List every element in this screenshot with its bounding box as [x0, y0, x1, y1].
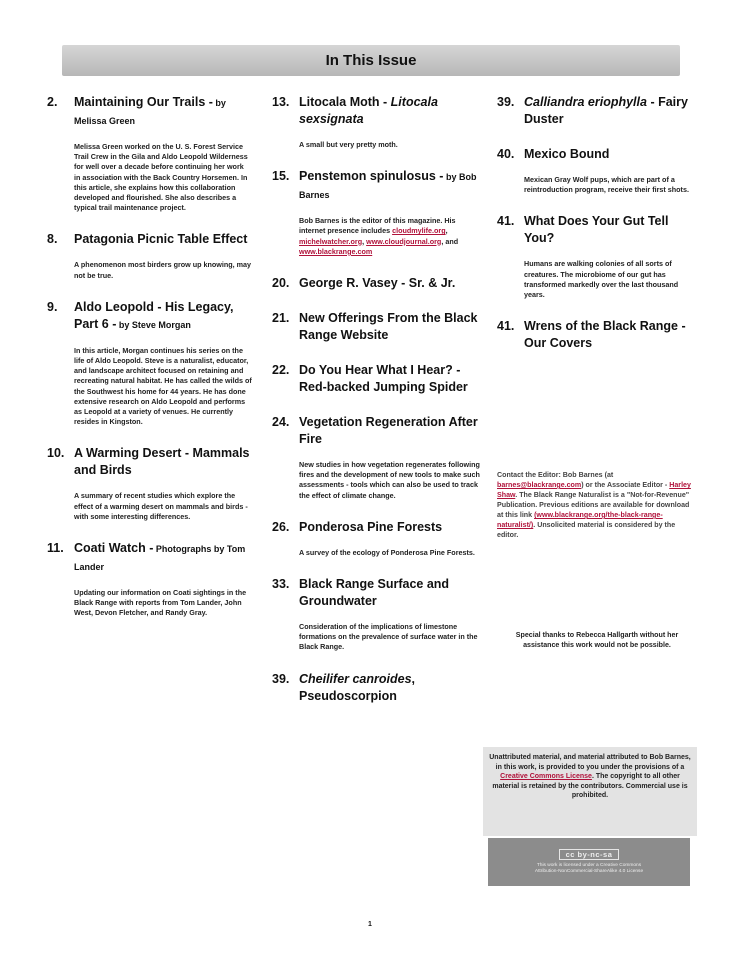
link-cloudjournal[interactable]: www.cloudjournal.org	[366, 236, 442, 246]
item-description: Mexican Gray Wolf pups, which are part of a reintroduction program, receive their first shots.	[524, 175, 689, 195]
item-number: 15.	[272, 169, 290, 184]
header-bar	[62, 45, 680, 76]
item-number: 21.	[272, 311, 290, 326]
item-title[interactable]: , Pseudoscorpion	[299, 671, 416, 703]
toc-item-15[interactable]	[272, 168, 480, 257]
item-byline: by Steve Morgan	[116, 319, 191, 330]
item-number: 11.	[47, 541, 64, 556]
notice-text: . The copyright to all other material is retained by the contributors. Commercial use is prohibited.	[492, 773, 688, 799]
item-number: 8.	[47, 232, 58, 247]
notice-text: Unattributed material, and material attributed to Bob Barnes, in this work, is provided to you under the provisions of a	[489, 754, 691, 771]
toc-item-41a[interactable]	[497, 213, 697, 300]
contact-text: . Unsolicited material is considered by the editor.	[497, 521, 676, 539]
item-number: 10.	[47, 446, 65, 461]
item-number: 22.	[272, 363, 290, 378]
page-number: 1	[368, 921, 372, 928]
item-description: A phenomenon most birders grow up knowing, may not be true.	[74, 260, 252, 280]
editor-email-link[interactable]: barnes@blackrange.com	[497, 481, 582, 489]
item-title[interactable]: Litocala Moth -	[299, 95, 391, 109]
item-description: Consideration of the implications of limestone formations on the prevalence of surface water in the Black Range.	[299, 622, 478, 652]
cc-license-text: This work is licensed under a Creative Commons	[536, 863, 642, 868]
toc-item-11[interactable]	[47, 540, 252, 619]
item-description: Updating our information on Coati sightings in the Black Range with reports from Tom Lander, John West, Devon Fletcher, and Randy Gray.	[74, 588, 247, 618]
cc-icon: cc by-nc-sa	[559, 849, 620, 860]
page-title: In This Issue	[325, 52, 417, 69]
item-description: New studies in how vegetation regenerates following fires and the development of new tools to make such assessments - tools which can also be used to track the effect of climate change.	[299, 460, 480, 500]
item-title[interactable]: Wrens of the Black Range - Our Covers	[524, 319, 686, 351]
toc-item-2[interactable]	[47, 94, 252, 213]
item-title-italic[interactable]: Litocala sexsignata	[299, 95, 438, 126]
item-description: A summary of recent studies which explore the effect of a warming desert on mammals and birds - with some interesting differences.	[74, 491, 248, 521]
cc-license-text: Attribution-NonCommercial-ShareAlike 4.0 License	[534, 869, 644, 874]
toc-item-40[interactable]	[497, 146, 697, 195]
column-left	[47, 94, 252, 637]
toc-item-21[interactable]	[272, 310, 480, 344]
item-number: 13.	[272, 95, 290, 109]
item-title[interactable]: - Fairy Duster	[524, 95, 688, 126]
item-number: 24.	[272, 415, 290, 430]
contact-info	[497, 470, 692, 540]
item-number: 40.	[497, 147, 515, 161]
item-title[interactable]: Maintaining Our Trails -	[74, 95, 213, 109]
item-description: A small but very pretty moth.	[299, 140, 398, 149]
item-number: 39.	[272, 671, 290, 686]
item-number: 20.	[272, 276, 290, 291]
toc-item-39a[interactable]	[272, 671, 480, 705]
item-description: A survey of the ecology of Ponderosa Pine Forests.	[299, 547, 475, 557]
toc-item-39b[interactable]	[497, 94, 697, 128]
item-title[interactable]: Do You Hear What I Hear? - Red-backed Jumping Spider	[299, 363, 468, 395]
toc-item-26[interactable]	[272, 519, 480, 558]
description-text: Bob Barnes is the editor of this magazine. His internet presence includes	[299, 216, 456, 236]
item-title[interactable]: Ponderosa Pine Forests	[299, 519, 443, 534]
associate-editor-link[interactable]: Harley Shaw	[497, 481, 691, 499]
item-description: Humans are walking colonies of all sorts of creatures. The microbiome of our gut has transformed markedly over the last thousand years.	[524, 259, 679, 300]
toc-item-24[interactable]	[272, 414, 480, 501]
item-number: 26.	[272, 519, 290, 534]
toc-item-41b[interactable]	[497, 318, 697, 352]
item-title-italic[interactable]: Cheilifer canroides	[299, 671, 412, 686]
cc-license-badge[interactable]	[488, 838, 690, 886]
link-cloudmylife[interactable]: cloudmylife.org	[392, 226, 446, 236]
creative-commons-link[interactable]: Creative Commons License	[500, 773, 592, 780]
description-text: , and	[441, 236, 459, 246]
item-description: Bob Barnes is the editor of this magazine. His internet presence includes cloudmylife.org, michelwatcher.org, www.cloudjournal.org, and www.blackrange.com	[299, 216, 459, 256]
item-byline: by Bob Barnes	[299, 172, 477, 201]
item-title[interactable]: Aldo Leopold - His Legacy, Part 6 -	[74, 299, 234, 331]
item-title[interactable]: Mexico Bound	[524, 147, 610, 161]
column-right	[497, 94, 697, 370]
item-number: 2.	[47, 95, 58, 109]
toc-item-33[interactable]	[272, 576, 480, 653]
item-title[interactable]: What Does Your Gut Tell You?	[524, 214, 669, 246]
item-number: 41.	[497, 214, 515, 229]
link-blackrange[interactable]: www.blackrange.com	[299, 246, 373, 256]
item-title[interactable]: George R. Vasey - Sr. & Jr.	[299, 276, 456, 291]
license-notice	[483, 747, 697, 836]
toc-item-20[interactable]	[272, 275, 480, 292]
item-number: 9.	[47, 299, 58, 314]
contact-text: ) or the Associate Editor -	[581, 481, 670, 489]
link-michelwatcher[interactable]: michelwatcher.org	[299, 236, 363, 246]
contact-text: . The Black Range Naturalist is a "Not-for-Revenue" Publication. Previous editions are available for download at this link	[497, 491, 690, 519]
item-title[interactable]: New Offerings From the Black Range Website	[299, 311, 478, 343]
item-description: Melissa Green worked on the U. S. Forest Service Trail Crew in the Gila and Aldo Leopold Wilderness for well over a decade before continuing her work in association with the Back Country Horsemen. In this article, she explains how this collaboration developed and flourished. She also describes a typical trail maintenance project.	[74, 142, 248, 213]
toc-item-10[interactable]	[47, 445, 252, 522]
item-title[interactable]: Penstemon spinulosus -	[299, 169, 444, 184]
item-title[interactable]: Patagonia Picnic Table Effect	[74, 232, 248, 247]
item-title[interactable]: A Warming Desert - Mammals and Birds	[74, 446, 250, 478]
column-middle	[272, 94, 480, 723]
item-description: In this article, Morgan continues his series on the life of Aldo Leopold. Steve is a naturalist, educator, and landscape architect focused on retaining and recreating natural habitat. He has called the wilds of the Southwest his home for 44 years. He has done extensive research on Aldo Leopold and performs as Leopold at a variety of venues. He currently resides in Kingston.	[74, 345, 252, 427]
toc-item-13[interactable]	[272, 94, 480, 150]
item-title[interactable]: Black Range Surface and Groundwater	[299, 577, 450, 609]
archive-link[interactable]: (www.blackrange.org/the-black-range-naturalist/)	[497, 511, 663, 529]
item-byline: by Melissa Green	[74, 98, 226, 126]
item-number: 39.	[497, 95, 515, 109]
contact-text: Contact the Editor: Bob Barnes (at	[497, 471, 614, 479]
item-title[interactable]: Coati Watch -	[74, 541, 154, 556]
thanks-note: Special thanks to Rebecca Hallgarth without her assistance this work would not be possible.	[515, 631, 679, 649]
item-number: 41.	[497, 319, 515, 334]
toc-item-22[interactable]	[272, 362, 480, 396]
item-title-italic[interactable]: Calliandra eriophylla	[524, 95, 647, 109]
item-number: 33.	[272, 577, 290, 592]
toc-item-8[interactable]	[47, 231, 252, 280]
item-title[interactable]: Vegetation Regeneration After Fire	[299, 415, 478, 447]
item-byline: Photographs by Tom Lander	[74, 544, 246, 573]
toc-item-9[interactable]	[47, 299, 252, 428]
